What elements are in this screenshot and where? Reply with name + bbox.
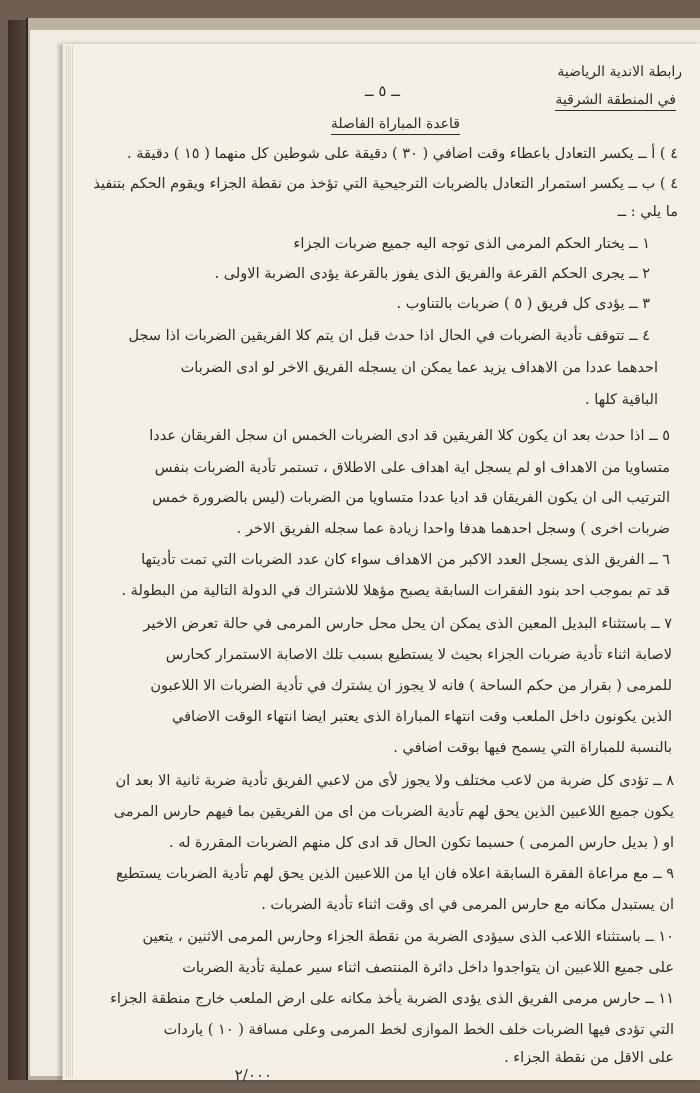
text-line: متساويا من الاهداف او لم يسجل اية اهداف على الاطلاق ، تستمر تأدية الضربات بنفس bbox=[154, 460, 670, 476]
text-line: ضربات اخرى ) وسجل احدهما هدفا واحدا زيادة عما سجله الفريق الاخر . bbox=[236, 521, 670, 537]
page-number: ــ ٥ ــ bbox=[364, 82, 400, 100]
org-name-line2: في المنطقة الشرقية bbox=[555, 92, 676, 111]
text-line: ٣ ــ يؤدى كل فريق ( ٥ ) ضربات بالتناوب . bbox=[396, 296, 650, 312]
text-line: ٩ ــ مع مراعاة الفقرة السابقة اعلاه فان ايا من اللاعبين الذين يحق لهم تأدية الضربات يستطيع bbox=[116, 866, 674, 882]
text-line: ما يلي : ــ bbox=[617, 204, 678, 220]
text-line: ٢ ــ يجرى الحكم القرعة والفريق الذى يفوز بالقرعة يؤدى الضربة الاولى . bbox=[214, 266, 650, 282]
text-line: ٧ ــ باستثناء البديل المعين الذى يمكن ان يحل محل حارس المرمى في حالة تعرض الاخير bbox=[143, 616, 672, 632]
text-line: على جميع اللاعبين ان يتواجدوا داخل دائرة المنتصف اثناء سير عملية تأدية الضربات bbox=[182, 960, 674, 976]
text-line: ٤ ) أ ــ يكسر التعادل باعطاء وقت اضافي ( ٣٠ ) دقيقة على شوطين كل منهما ( ١٥ ) دقيقة . bbox=[127, 146, 678, 162]
text-line: للمرمى ( بقرار من حكم الساحة ) فانه لا يجوز ان يشترك في تأدية الضربات الا اللاعبون bbox=[150, 678, 672, 694]
text-line: ٥ ــ اذا حدث بعد ان يكون كلا الفريقين قد ادى الضربات الخمس ان سجل الفريقان عددا bbox=[149, 428, 670, 444]
section-title: قاعدة المباراة الفاصلة bbox=[331, 116, 460, 135]
text-line: ١١ ــ حارس مرمى الفريق الذى يؤدى الضربة يأخذ مكانه على ارض الملعب خارج منطقة الجزاء bbox=[110, 991, 674, 1007]
text-line: احدهما عددا من الاهداف يزيد عما يمكن ان يسجله الفريق الاخر لو ادى الضربات bbox=[180, 360, 658, 376]
text-line: ٦ ــ الفريق الذى يسجل العدد الاكبر من الاهداف سواء كان عدد الضربات التي تمت تأديتها bbox=[141, 552, 670, 568]
text-line: التي تؤدى فيها الضربات خلف الخط الموازى لخط المرمى وعلى مسافة ( ١٠ ) ياردات bbox=[163, 1022, 674, 1038]
text-line: الباقية كلها . bbox=[585, 392, 658, 408]
text-line: ٨ ــ تؤدى كل ضربة من لاعب مختلف ولا يجوز لأى من لاعبي الفريق تأدية ضربة ثانية الا بعد ان bbox=[115, 773, 674, 789]
page-edges bbox=[66, 46, 74, 1078]
text-line: قد تم بموجب احد بنود الفقرات السابقة يصبح مؤهلا للاشتراك في الدولة التالية من البطولة . bbox=[121, 583, 670, 599]
text-line: على الاقل من نقطة الجزاء . bbox=[504, 1050, 674, 1066]
org-name-line1: رابطة الاندية الرياضية bbox=[557, 64, 682, 80]
text-line: ١٠ ــ باستثناء اللاعب الذى سيؤدى الضربة من نقطة الجزاء وحارس المرمى الاثنين ، يتعين bbox=[142, 929, 674, 945]
text-line: او ( بديل حارس المرمى ) حسبما تكون الحال قد ادى كل منهم الضربات المقررة له . bbox=[169, 835, 674, 851]
text-line: الذين يكونون داخل الملعب وقت انتهاء المباراة الذى يعتبر ايضا انتهاء الوقت الاضافي bbox=[172, 709, 672, 725]
text-line: ٤ ــ تتوقف تأدية الضربات في الحال اذا حدث قبل ان يتم كلا الفريقين الضربات اذا سجل bbox=[128, 328, 650, 344]
text-line: لاصابة اثناء تأدية ضربات الجزاء بحيث لا يستطيع بسبب تلك الاصابة الاستمرار كحارس bbox=[165, 647, 672, 663]
text-line: ان يستبدل مكانه مع حارس المرمى في اى وقت اثناء تأدية الضربات . bbox=[261, 897, 674, 913]
text-line: ٤ ) ب ــ يكسر استمرار التعادل بالضربات الترجيحية التي تؤخذ من نقطة الجزاء ويقوم الحكم بتنفيذ bbox=[93, 176, 678, 192]
text-line: الترتيب الى ان يكون الفريقان قد اديا عددا متساويا من الضربات (ليس بالضرورة خمس bbox=[152, 490, 670, 506]
text-line: يكون جميع اللاعبين الذين يحق لهم تأدية الضربات من اى من الفريقين بما فيهم حارس المرمى bbox=[113, 804, 674, 820]
text-line: بالنسبة للمباراة التي يسمح فيها بوقت اضافي . bbox=[393, 740, 672, 756]
continuation-marker: ٢/٠٠٠ bbox=[234, 1066, 272, 1084]
text-line: ١ ــ يختار الحكم المرمى الذى توجه اليه جميع ضربات الجزاء bbox=[293, 236, 650, 252]
